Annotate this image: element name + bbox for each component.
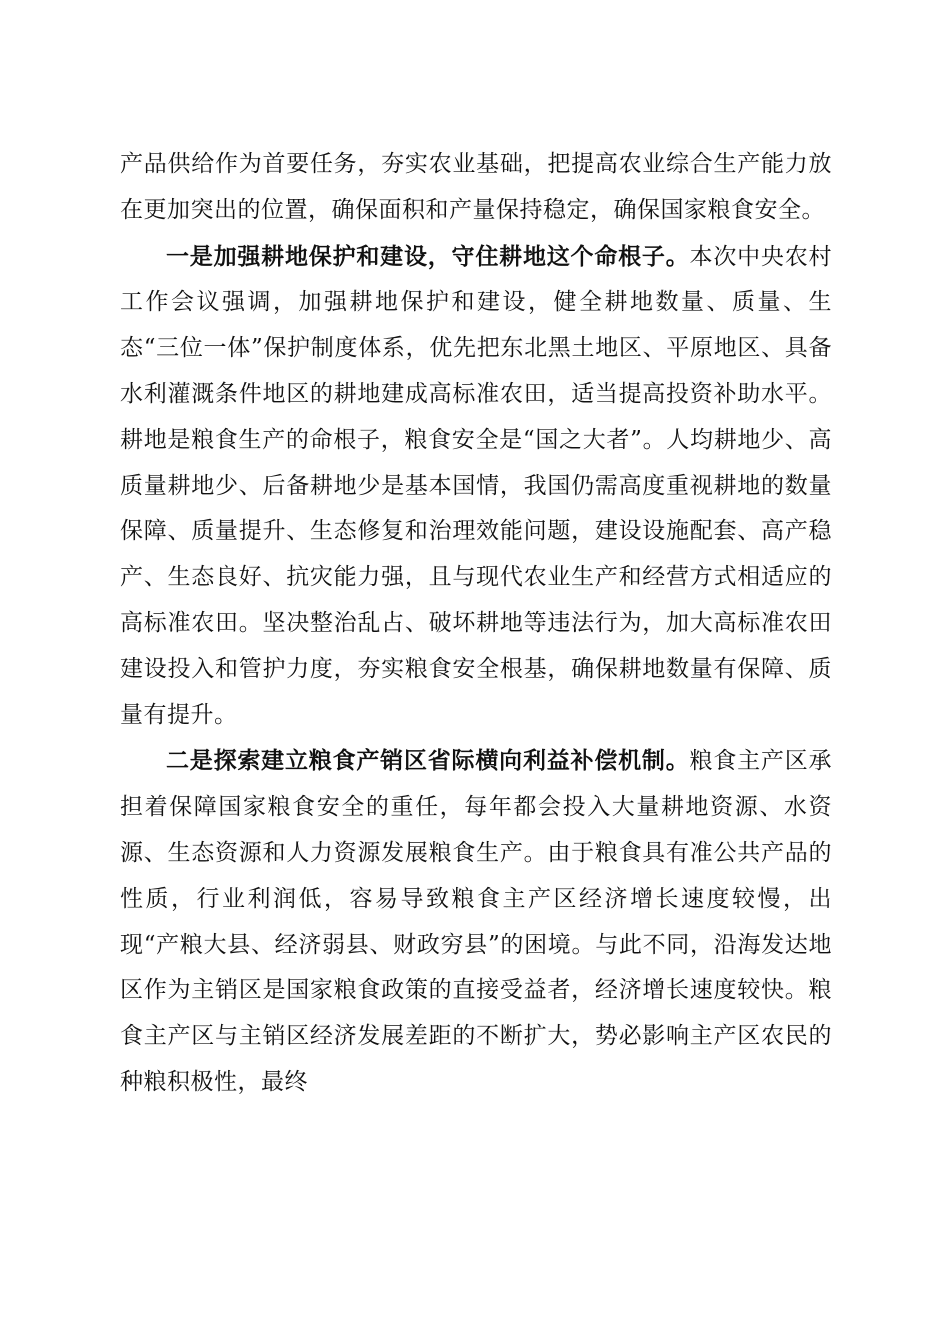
paragraph-compensation-mechanism	[120, 738, 832, 1105]
paragraph-text: 本次中央农村工作会议强调，加强耕地保护和建设，健全耕地数量、质量、生态“三位一体”保护制度体系，优先把东北黑土地区、平原地区、具备水利灌溉条件地区的耕地建成高标准农田，适当提高投资补助水平。耕地是粮食生产的命根子，粮食安全是“国之大者”。人均耕地少、高质量耕地少、后备耕地少是基本国情，我国仍需高度重视耕地的数量保障、质量提升、生态修复和治理效能问题，建设设施配套、高产稳产、生态良好、抗灾能力强，且与现代农业生产和经营方式相适应的高标准农田。坚决整治乱占、破坏耕地等违法行为，加大高标准农田建设投入和管护力度，夯实粮食安全根基，确保耕地数量有保障、质量有提升。	[120, 243, 833, 728]
paragraph-text: 粮食主产区承担着保障国家粮食安全的重任，每年都会投入大量耕地资源、水资源、生态资源和人力资源发展粮食生产。由于粮食具有准公共产品的性质，行业利润低，容易导致粮食主产区经济增长速度较慢，出现“产粮大县、经济弱县、财政穷县”的困境。与此不同，沿海发达地区作为主销区是国家粮食政策的直接受益者，经济增长速度较快。粮食主产区与主销区经济发展差距的不断扩大，势必影响主产区农民的种粮积极性，最终	[120, 748, 833, 1095]
paragraph-lead-heading: 二是探索建立粮食产销区省际横向利益补偿机制。	[166, 747, 690, 775]
paragraph-farmland-protection	[120, 234, 832, 739]
paragraph-text: 产品供给作为首要任务，夯实农业基础，把提高农业综合生产能力放在更加突出的位置，确保面积和产量保持稳定，确保国家粮食安全。	[120, 151, 832, 223]
document-page	[120, 142, 832, 1106]
paragraph-continuation	[120, 142, 832, 234]
paragraph-lead-heading: 一是加强耕地保护和建设，守住耕地这个命根子。	[166, 242, 690, 270]
